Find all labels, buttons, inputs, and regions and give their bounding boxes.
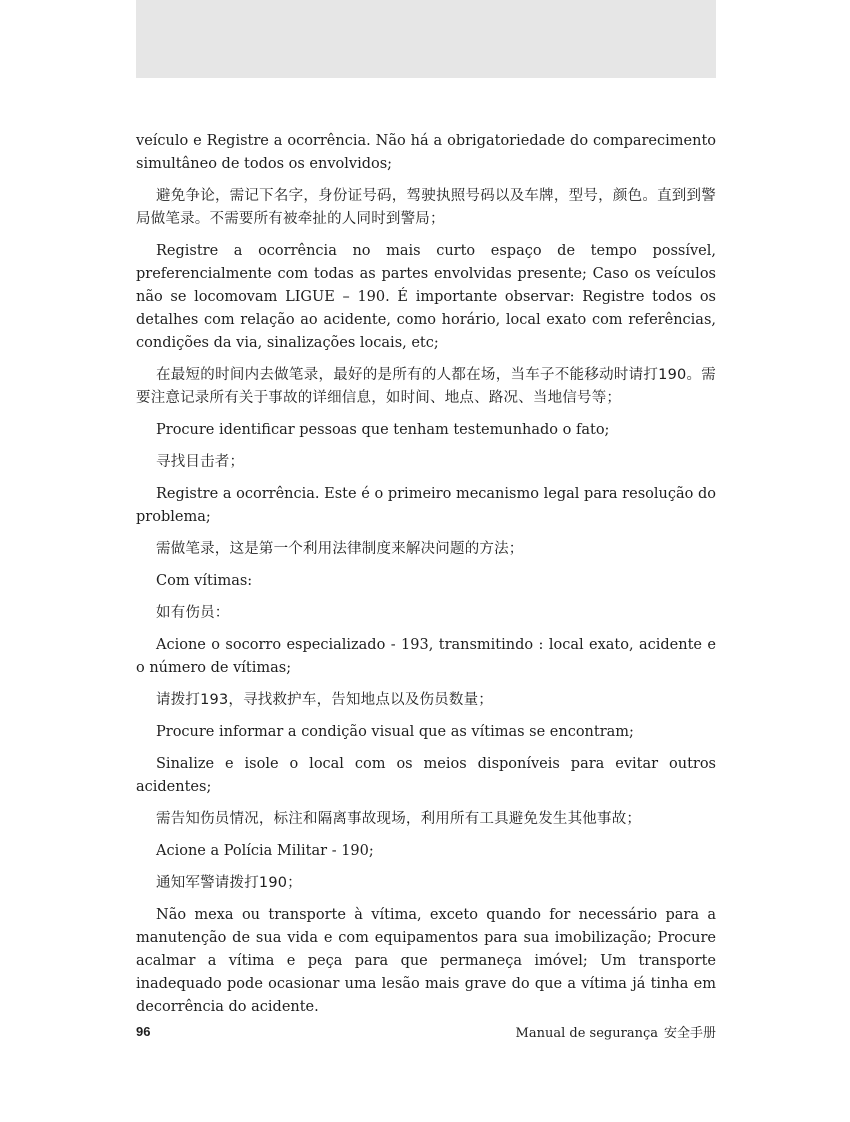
- footer-title-cn: 安全手册: [663, 1026, 716, 1041]
- page-number: 96: [136, 1024, 151, 1039]
- paragraph: Procure identificar pessoas que tenham testemunhado o fato;: [156, 422, 610, 438]
- page-body: [136, 130, 716, 1028]
- paragraph: Registre a ocorrência no mais curto espaço de tempo possível, preferencialmente com todas as partes envolvidas presente; Caso os veículos não se locomovam LIGUE – 190. É importante observar: Registre todos os detalhes com relação ao acidente, como horário, local exato com referências, condições da via, sinalizações locais, etc;: [136, 243, 716, 351]
- paragraph: Acione o socorro especializado - 193, transmitindo : local exato, acidente e o número de vítimas;: [136, 637, 716, 676]
- paragraph-cn: 寻找目击者；: [156, 454, 245, 470]
- paragraph: Procure informar a condição visual que as vítimas se encontram;: [156, 724, 634, 740]
- footer-title: Manual de segurança: [515, 1026, 658, 1041]
- paragraph-cn: 需做笔录，这是第一个利用法律制度来解决问题的方法；: [156, 541, 524, 557]
- paragraph-cn: 需告知伤员情况，标注和隔离事故现场，利用所有工具避免发生其他事故；: [156, 811, 642, 827]
- paragraph-cn: 避免争论，需记下名字，身份证号码，驾驶执照号码以及车牌，型号，颜色。直到到警局做笔录。不需要所有被牵扯的人同时到警局；: [136, 188, 716, 227]
- paragraph: Acione a Polícia Militar - 190;: [156, 843, 374, 859]
- running-footer: [516, 1022, 716, 1041]
- paragraph: Não mexa ou transporte à vítima, exceto quando for necessário para a manutenção de sua vida e com equipamentos para sua imobilização; Procure acalmar a vítima e peça para que permaneça imóvel; Um transporte inadequado pode ocasionar uma lesão mais grave do que a vítima já tinha em decorrência do acidente.: [136, 907, 716, 1015]
- paragraph-cn: 通知军警请拨打190；: [156, 875, 302, 891]
- paragraph-cn: 在最短的时间内去做笔录，最好的是所有的人都在场，当车子不能移动时请打190。需要注意记录所有关于事故的详细信息，如时间、地点、路况、当地信号等；: [136, 367, 716, 406]
- paragraph-cn: 如有伤员：: [156, 605, 230, 621]
- paragraph: Com vítimas:: [156, 573, 253, 589]
- header-band: [136, 0, 716, 78]
- paragraph: veículo e Registre a ocorrência. Não há a obrigatoriedade do comparecimento simultâneo de todos os envolvidos;: [136, 133, 716, 172]
- paragraph: Sinalize e isole o local com os meios disponíveis para evitar outros acidentes;: [136, 756, 716, 795]
- paragraph: Registre a ocorrência. Este é o primeiro mecanismo legal para resolução do problema;: [136, 486, 716, 525]
- paragraph-cn: 请拨打193，寻找救护车，告知地点以及伤员数量；: [156, 692, 493, 708]
